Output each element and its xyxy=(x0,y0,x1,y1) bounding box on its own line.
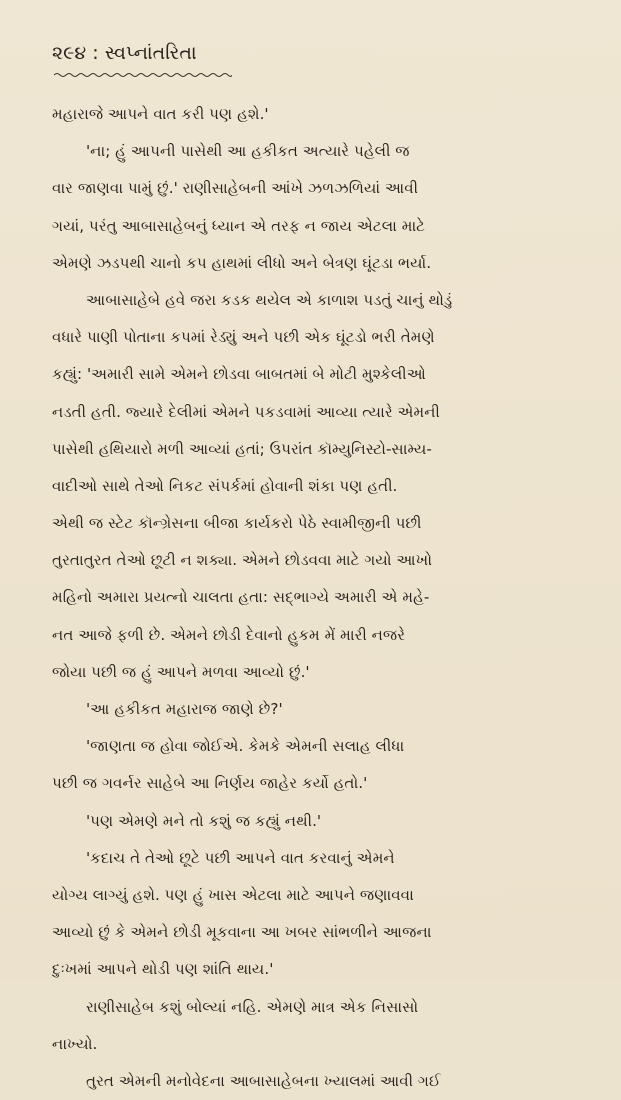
text-line: મહિનો અમારા પ્રયત્નો ચાલતા હતા: સદ્ભાગ્યે અમારી એ મહે- xyxy=(52,588,430,607)
text-line: 'પણ એમણે મને તો કશું જ કહ્યું નથી.' xyxy=(86,811,322,830)
text-line: ગયાં, પરંતુ આબાસાહેબનું ધ્યાન એ તરફ ન જાય એટલા માટે xyxy=(52,216,426,235)
text-line: તુરત એમની મનોવેદના આબાસાહેબના ખ્યાલમાં આવી ગઈ xyxy=(86,1071,441,1090)
text-line: 'ના; હું આપની પાસેથી આ હકીકત અત્યારે પહેલી જ xyxy=(86,142,410,161)
text-line: 'આ હકીકત મહારાજ જાણે છે?' xyxy=(86,700,283,718)
text-line: પછી જ ગવર્નર સાહેબે આ નિર્ણય જાહેર કર્યો હતો.' xyxy=(52,774,368,793)
page-number: ૨૯૪ xyxy=(52,42,87,64)
running-header xyxy=(52,40,197,66)
text-line: પાસેથી હથિયારો મળી આવ્યાં હતાં; ઉપરાંત કૉમ્યુનિસ્ટો-સામ્ય- xyxy=(52,439,432,458)
text-line: 'કદાચ તે તેઓ છૂટે પછી આપને વાત કરવાનું એમને xyxy=(86,848,395,867)
book-title: સ્વપ્નાંતરિતા xyxy=(104,42,197,64)
text-line: એથી જ સ્ટેટ કૉન્ગ્રેસના બીજા કાર્યકરો પેઠે સ્વામીજીની પછી xyxy=(52,514,422,533)
text-line: જોયા પછી જ હું આપને મળવા આવ્યો છું.' xyxy=(52,662,310,681)
body-text xyxy=(52,96,597,1100)
text-line: વાર જાણવા પામું છું.' રાણીસાહેબની આંખે ઝળઝળિયાં આવી xyxy=(52,179,419,198)
text-line: વધારે પાણી પોતાના કપમાં રેડ્યું અને પછી એક ઘૂંટડો ભરી તેમણે xyxy=(52,328,435,347)
text-line: નાખ્યો. xyxy=(52,1034,98,1053)
text-line: 'જાણતા જ હોવા જોઈએ. કેમકે એમની સલાહ લીધા xyxy=(86,737,405,756)
header-wavy-rule xyxy=(54,72,232,78)
text-line: યોગ્ય લાગ્યું હશે. પણ હું ખાસ એટલા માટે આપને જણાવવા xyxy=(52,885,414,904)
text-line: વાદીઓ સાથે તેઓ નિકટ સંપર્કમાં હોવાની શંકા પણ હતી. xyxy=(52,476,398,495)
header-separator: : xyxy=(92,42,99,64)
text-line: નત આજે ફળી છે. એમને છોડી દેવાનો હુકમ મેં મારી નજરે xyxy=(52,625,406,644)
text-line: મહારાજે આપને વાત કરી પણ હશે.' xyxy=(52,105,269,123)
text-line: નડતી હતી. જ્યારે દેલીમાં એમને પકડવામાં આવ્યા ત્યારે એમની xyxy=(52,402,440,421)
text-line: આવ્યો છું કે એમને છોડી મૂકવાના આ ખબર સાંભળીને આજના xyxy=(52,923,432,942)
text-line: એમણે ઝડપથી ચાનો કપ હાથમાં લીધો અને બેત્રણ ઘૂંટડા ભર્યા. xyxy=(52,253,432,272)
text-line: કહ્યું: 'અમારી સામે એમને છોડવા બાબતમાં બે મોટી મુશ્કેલીઓ xyxy=(52,365,426,384)
text-line: આબાસાહેબે હવે જરા કડક થયેલ એ કાળાશ પડતું ચાનું થોડું xyxy=(86,290,453,309)
text-line: દુઃખમાં આપને થોડી પણ શાંતિ થાય.' xyxy=(52,960,274,979)
text-line: તુરતાતુરત તેઓ છૂટી ન શક્યા. એમને છોડવવા માટે ગયો આખો xyxy=(52,551,433,570)
text-line: રાણીસાહેબ કશું બોલ્યાં નહિ. એમણે માત્ર એક નિસાસો xyxy=(86,997,419,1016)
